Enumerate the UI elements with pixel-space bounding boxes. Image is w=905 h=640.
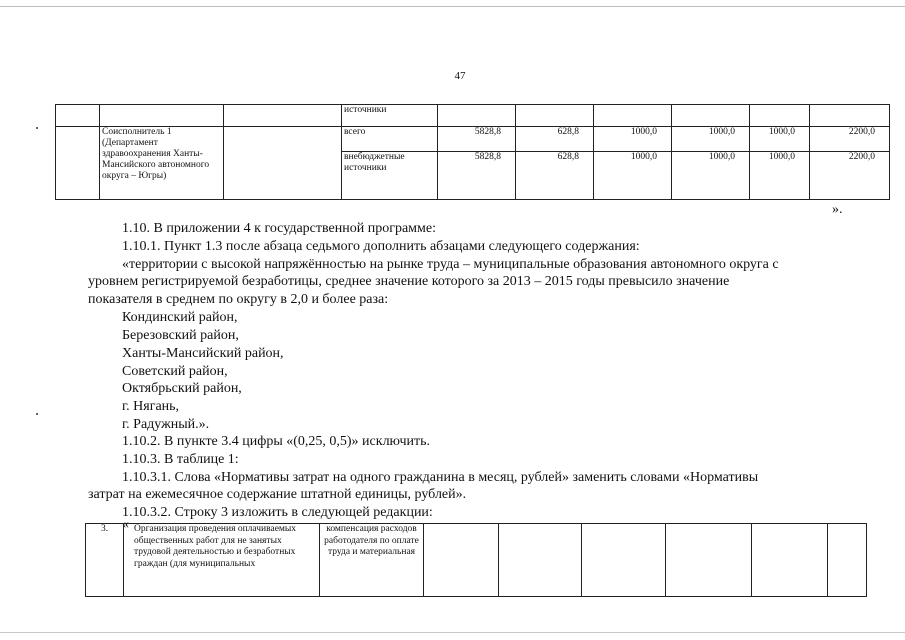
value-cell: 628,8 bbox=[516, 127, 594, 152]
table-row bbox=[86, 524, 867, 597]
closing-quote: ». bbox=[832, 202, 843, 217]
value-cell: 5828,8 bbox=[438, 127, 516, 152]
scan-speck bbox=[36, 127, 38, 129]
paragraph: 1.10. В приложении 4 к государственной программе: bbox=[122, 221, 436, 236]
district-item: г. Радужный.». bbox=[122, 417, 210, 432]
paragraph: уровнем регистрируемой безработицы, среднее значение которого за 2013 – 2015 годы превысило значение bbox=[88, 274, 730, 289]
row-number: 3. bbox=[86, 524, 124, 597]
value-cell: 628,8 bbox=[516, 152, 594, 200]
district-item: Советский район, bbox=[122, 364, 228, 379]
table-row bbox=[56, 105, 890, 127]
row-label: всего bbox=[342, 127, 438, 152]
value-cell: 1000,0 bbox=[594, 127, 672, 152]
funding-table bbox=[55, 104, 890, 200]
value-cell: 2200,0 bbox=[810, 127, 890, 152]
paragraph: 1.10.2. В пункте 3.4 цифры «(0,25, 0,5)» исключить. bbox=[122, 434, 431, 449]
paragraph: 1.10.1. Пункт 1.3 после абзаца седьмого дополнить абзацами следующего содержания: bbox=[122, 239, 640, 254]
norms-table bbox=[85, 523, 867, 597]
opening-quote: « bbox=[122, 517, 129, 532]
activity-note: компенсация расходов работодателя по оплате труда и материальная bbox=[320, 524, 424, 597]
district-item: Ханты-Мансийский район, bbox=[122, 346, 284, 361]
paragraph: затрат на ежемесячное содержание штатной единицы, рублей». bbox=[88, 487, 467, 502]
paragraph: 1.10.3.2. Строку 3 изложить в следующей редакции: bbox=[122, 505, 433, 520]
value-cell: 1000,0 bbox=[594, 152, 672, 200]
co-executor-name: Соисполнитель 1 (Департамент здравоохранения Ханты-Мансийского автономного округа – Югры) bbox=[100, 127, 224, 200]
paragraph: 1.10.3.1. Слова «Нормативы затрат на одного гражданина в месяц, рублей» заменить словами «Нормативы bbox=[122, 470, 759, 485]
activity-name: Организация проведения оплачиваемых общественных работ для не занятых трудовой деятельностью и безработных граждан (для муниципальных bbox=[124, 524, 320, 597]
district-item: г. Нягань, bbox=[122, 399, 180, 414]
district-item: Березовский район, bbox=[122, 328, 239, 343]
paragraph: 1.10.3. В таблице 1: bbox=[122, 452, 239, 467]
page-number: 47 bbox=[454, 70, 466, 82]
scan-edge-bottom bbox=[0, 632, 905, 633]
value-cell: 1000,0 bbox=[672, 152, 750, 200]
source-cell: источники bbox=[342, 105, 438, 127]
scan-edge-top bbox=[0, 6, 905, 7]
paragraph: показателя в среднем по округу в 2,0 и более раза: bbox=[88, 292, 389, 307]
district-item: Кондинский район, bbox=[122, 310, 238, 325]
paragraph: «территории с высокой напряжённостью на рынке труда – муниципальные образования автономного округа с bbox=[122, 257, 779, 272]
table-row bbox=[56, 127, 890, 152]
scan-speck bbox=[36, 413, 38, 415]
value-cell: 2200,0 bbox=[810, 152, 890, 200]
district-item: Октябрьский район, bbox=[122, 381, 242, 396]
value-cell: 1000,0 bbox=[750, 127, 810, 152]
value-cell: 5828,8 bbox=[438, 152, 516, 200]
row-label: внебюджетные источники bbox=[342, 152, 438, 200]
value-cell: 1000,0 bbox=[750, 152, 810, 200]
value-cell: 1000,0 bbox=[672, 127, 750, 152]
